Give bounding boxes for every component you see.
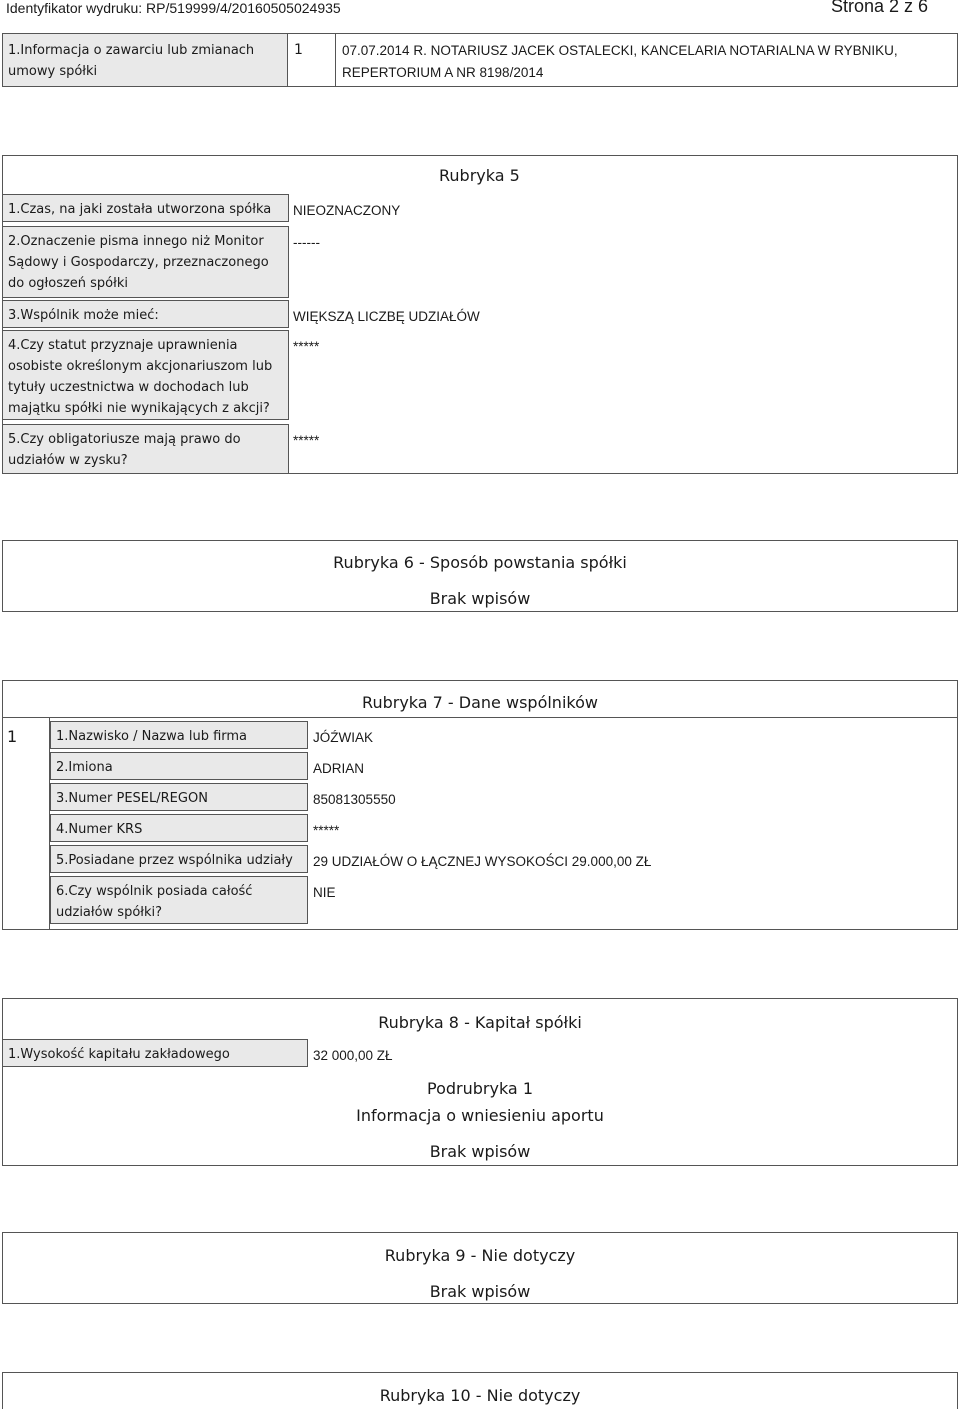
rubryka-10-section: [2, 1372, 958, 1409]
rubryka-8-section: [2, 998, 958, 1166]
rubryka-5-title: Rubryka 5: [439, 166, 520, 185]
top-info-label: 1.Informacja o zawarciu lub zmianach umowy spółki: [2, 33, 288, 87]
rubryka-9-empty: Brak wpisów: [429, 1282, 531, 1301]
rubryka-6-section: [2, 540, 958, 612]
r7-row3-label: 3.Numer PESEL/REGON: [50, 783, 308, 811]
rubryka-6-title: Rubryka 6 - Sposób powstania spółki: [333, 553, 627, 572]
r7-row4-label: 4.Numer KRS: [50, 814, 308, 842]
r7-row4-value: *****: [313, 823, 340, 838]
r5-row5-label: 5.Czy obligatoriusze mają prawo do udziałów w zysku?: [2, 424, 289, 474]
rubryka-10-title: Rubryka 10 - Nie dotyczy: [379, 1386, 581, 1405]
r7-row2-label: 2.Imiona: [50, 752, 308, 780]
page-header: [0, 0, 960, 22]
r5-row5-value: *****: [293, 433, 320, 448]
r8-row1-label: 1.Wysokość kapitału zakładowego: [2, 1039, 308, 1067]
podrubryka-1-name: Informacja o wniesieniu aportu: [356, 1106, 604, 1125]
rubryka-8-title: Rubryka 8 - Kapitał spółki: [378, 1013, 582, 1032]
top-info-table: [2, 33, 958, 87]
r7-row5-value: 29 UDZIAŁÓW O ŁĄCZNEJ WYSOKOŚCI 29.000,00 ZŁ: [313, 854, 652, 869]
r5-row3-label: 3.Wspólnik może mieć:: [2, 300, 289, 328]
r5-row2-value: ------: [293, 235, 320, 250]
r5-row4-label: 4.Czy statut przyznaje uprawnienia osobiste określonym akcjonariuszom lub tytuły uczestnictwa w dochodach lub majątku spółki nie wynikających z akcji?: [2, 330, 289, 420]
print-identifier: Identyfikator wydruku: RP/519999/4/20160505024935: [6, 0, 341, 16]
top-info-index: 1: [294, 42, 303, 58]
r7-row5-label: 5.Posiadane przez wspólnika udziały: [50, 845, 308, 873]
rubryka-7-title: Rubryka 7 - Dane wspólników: [362, 693, 598, 712]
r5-row4-value: *****: [293, 339, 320, 354]
rubryka-9-section: [2, 1232, 958, 1304]
podrubryka-1-title: Podrubryka 1: [427, 1079, 533, 1098]
page-number: Strona 2 z 6: [830, 0, 928, 16]
r7-row1-label: 1.Nazwisko / Nazwa lub firma: [50, 721, 308, 749]
r5-row2-label: 2.Oznaczenie pisma innego niż Monitor Sądowy i Gospodarczy, przeznaczonego do ogłoszeń spółki: [2, 226, 289, 298]
r7-row6-value: NIE: [313, 885, 336, 900]
r7-row2-value: ADRIAN: [313, 761, 365, 776]
partner-index: 1: [7, 727, 18, 746]
podrubryka-1-empty: Brak wpisów: [429, 1142, 531, 1161]
rubryka-9-title: Rubryka 9 - Nie dotyczy: [384, 1246, 576, 1265]
r5-row1-label: 1.Czas, na jaki została utworzona spółka: [2, 194, 289, 222]
rubryka-6-empty: Brak wpisów: [429, 589, 531, 608]
r7-row3-value: 85081305550: [313, 792, 396, 807]
r5-row3-value: WIĘKSZĄ LICZBĘ UDZIAŁÓW: [293, 309, 480, 324]
rubryka-5-section: [2, 155, 958, 474]
r8-row1-value: 32 000,00 ZŁ: [313, 1048, 393, 1063]
rubryka-7-section: [2, 680, 958, 930]
r7-row6-label: 6.Czy wspólnik posiada całość udziałów spółki?: [50, 876, 308, 924]
r7-row1-value: JÓŹWIAK: [313, 730, 373, 745]
top-info-value: 07.07.2014 R. NOTARIUSZ JACEK OSTALECKI, KANCELARIA NOTARIALNA W RYBNIKU, REPERTORIUM A NR 8198/2014: [342, 43, 898, 80]
r5-row1-value: NIEOZNACZONY: [293, 203, 401, 218]
